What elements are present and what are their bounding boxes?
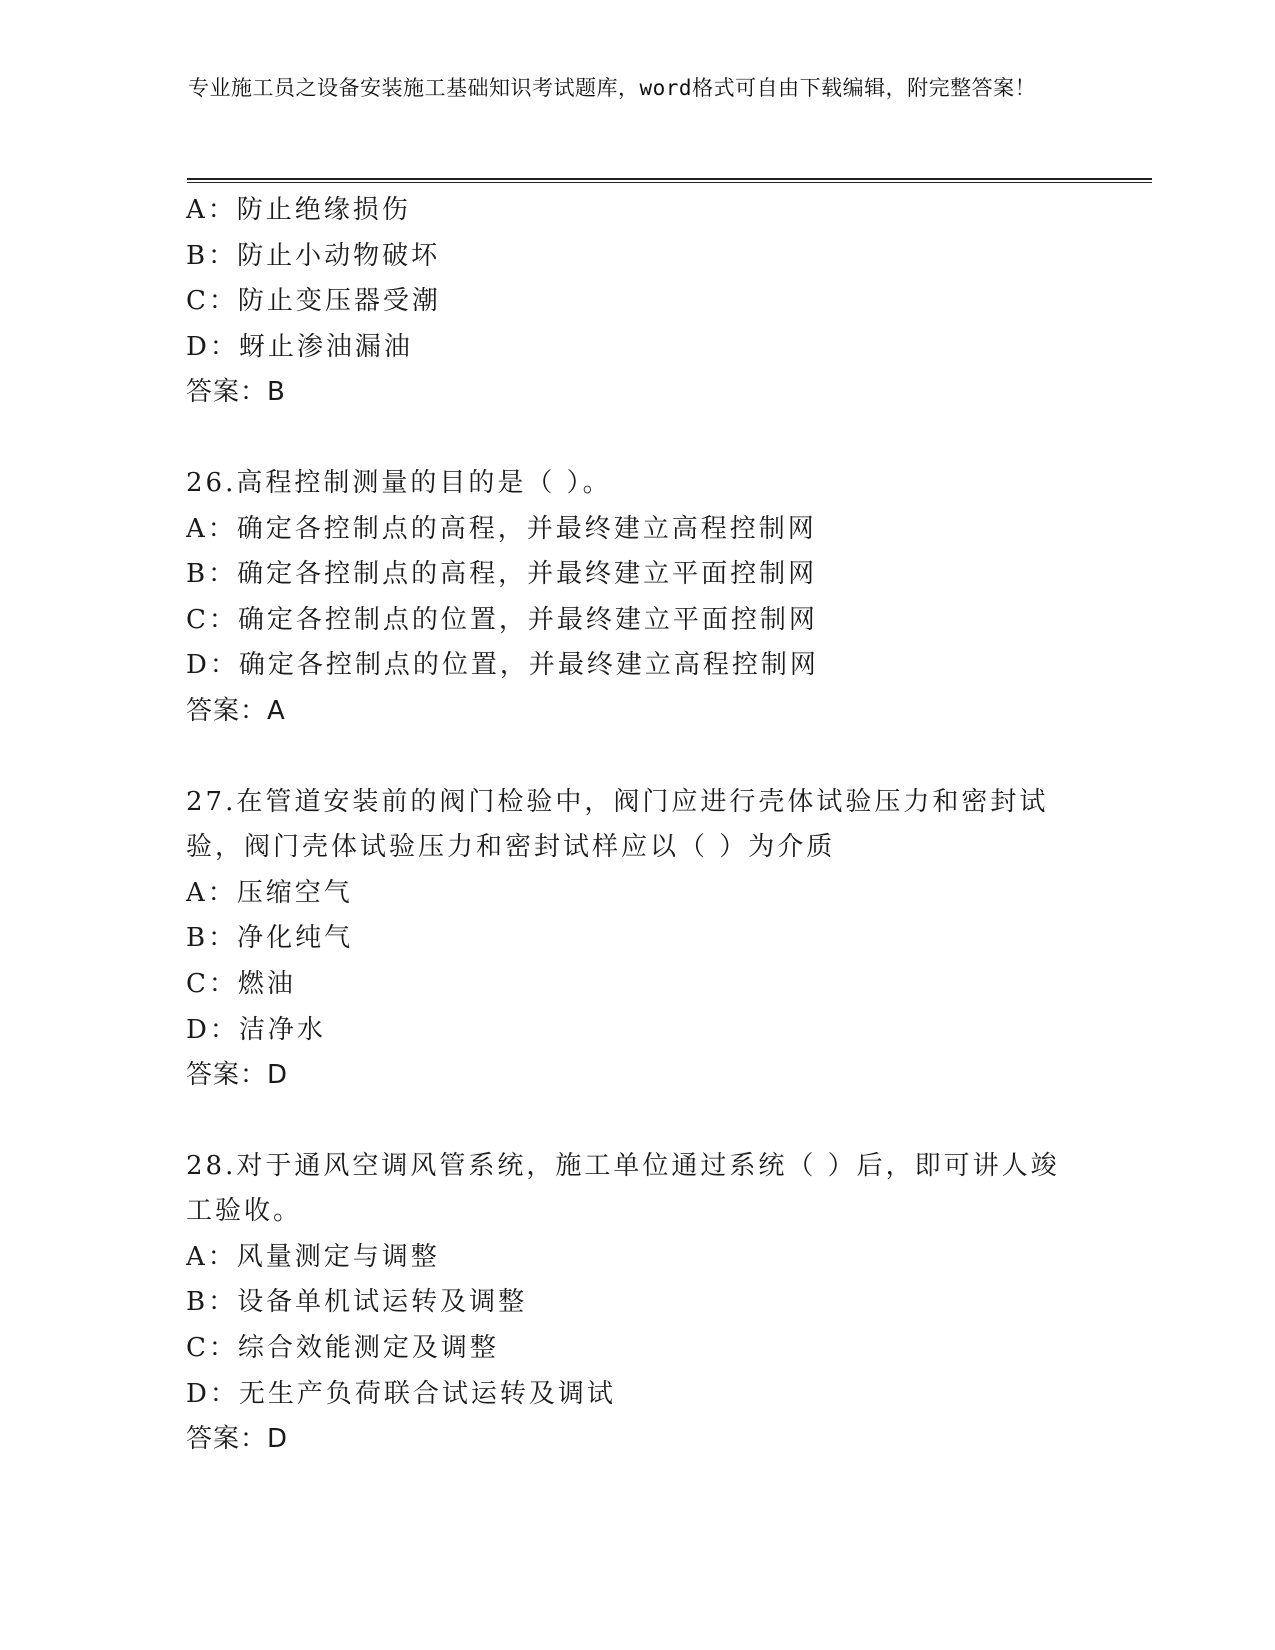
option-d: D：洁净水 [186, 1014, 326, 1045]
option-a: A：确定各控制点的高程，并最终建立高程控制网 [186, 513, 817, 544]
answer-line: 答案：A [186, 695, 286, 726]
option-d: D：无生产负荷联合试运转及调试 [186, 1378, 616, 1409]
option-a: A：防止绝缘损伤 [186, 195, 411, 225]
option-b: B：防止小动物破坏 [186, 240, 441, 271]
question-block-28 [186, 1144, 1086, 1463]
spacer [186, 416, 1086, 461]
option-c: C：防止变压器受潮 [186, 286, 441, 317]
question-text: 28.对于通风空调风管系统，施工单位通过系统（ ）后，即可讲人竣工验收。 [186, 1150, 1060, 1227]
document-header: 专业施工员之设备安装施工基础知识考试题库，word格式可自由下载编辑，附完整答案！ [188, 76, 1037, 100]
option-a: A：压缩空气 [186, 877, 353, 908]
option-b: B：净化纯气 [186, 923, 354, 954]
answer-line: 答案：D [186, 1060, 289, 1091]
question-list [186, 188, 1086, 1463]
question-block-27 [186, 780, 1086, 1099]
question-block-26 [186, 461, 1086, 735]
question-text: 27.在管道安装前的阀门检验中，阀门应进行壳体试验压力和密封试验，阀门壳体试验压力和密封试样应以（ ）为介质 [186, 786, 1049, 863]
option-b: B：确定各控制点的高程，并最终建立平面控制网 [186, 559, 818, 590]
header-divider-thick [187, 178, 1152, 180]
option-b: B：设备单机试运转及调整 [186, 1287, 528, 1318]
spacer [186, 1099, 1086, 1144]
spacer [186, 735, 1086, 780]
option-a: A：风量测定与调整 [186, 1241, 440, 1272]
option-c: C：确定各控制点的位置，并最终建立平面控制网 [186, 604, 818, 635]
option-c: C：燃油 [186, 968, 296, 999]
option-d: D：确定各控制点的位置，并最终建立高程控制网 [186, 650, 819, 681]
option-d: D：蚜止渗油漏油 [186, 331, 413, 362]
option-c: C：综合效能测定及调整 [186, 1333, 499, 1364]
answer-line: 答案：B [186, 377, 286, 408]
question-block-25 [186, 188, 1086, 416]
question-text: 26.高程控制测量的目的是（ ）。 [186, 467, 612, 498]
answer-line: 答案：D [186, 1424, 289, 1455]
header-divider-thin [187, 182, 1152, 183]
